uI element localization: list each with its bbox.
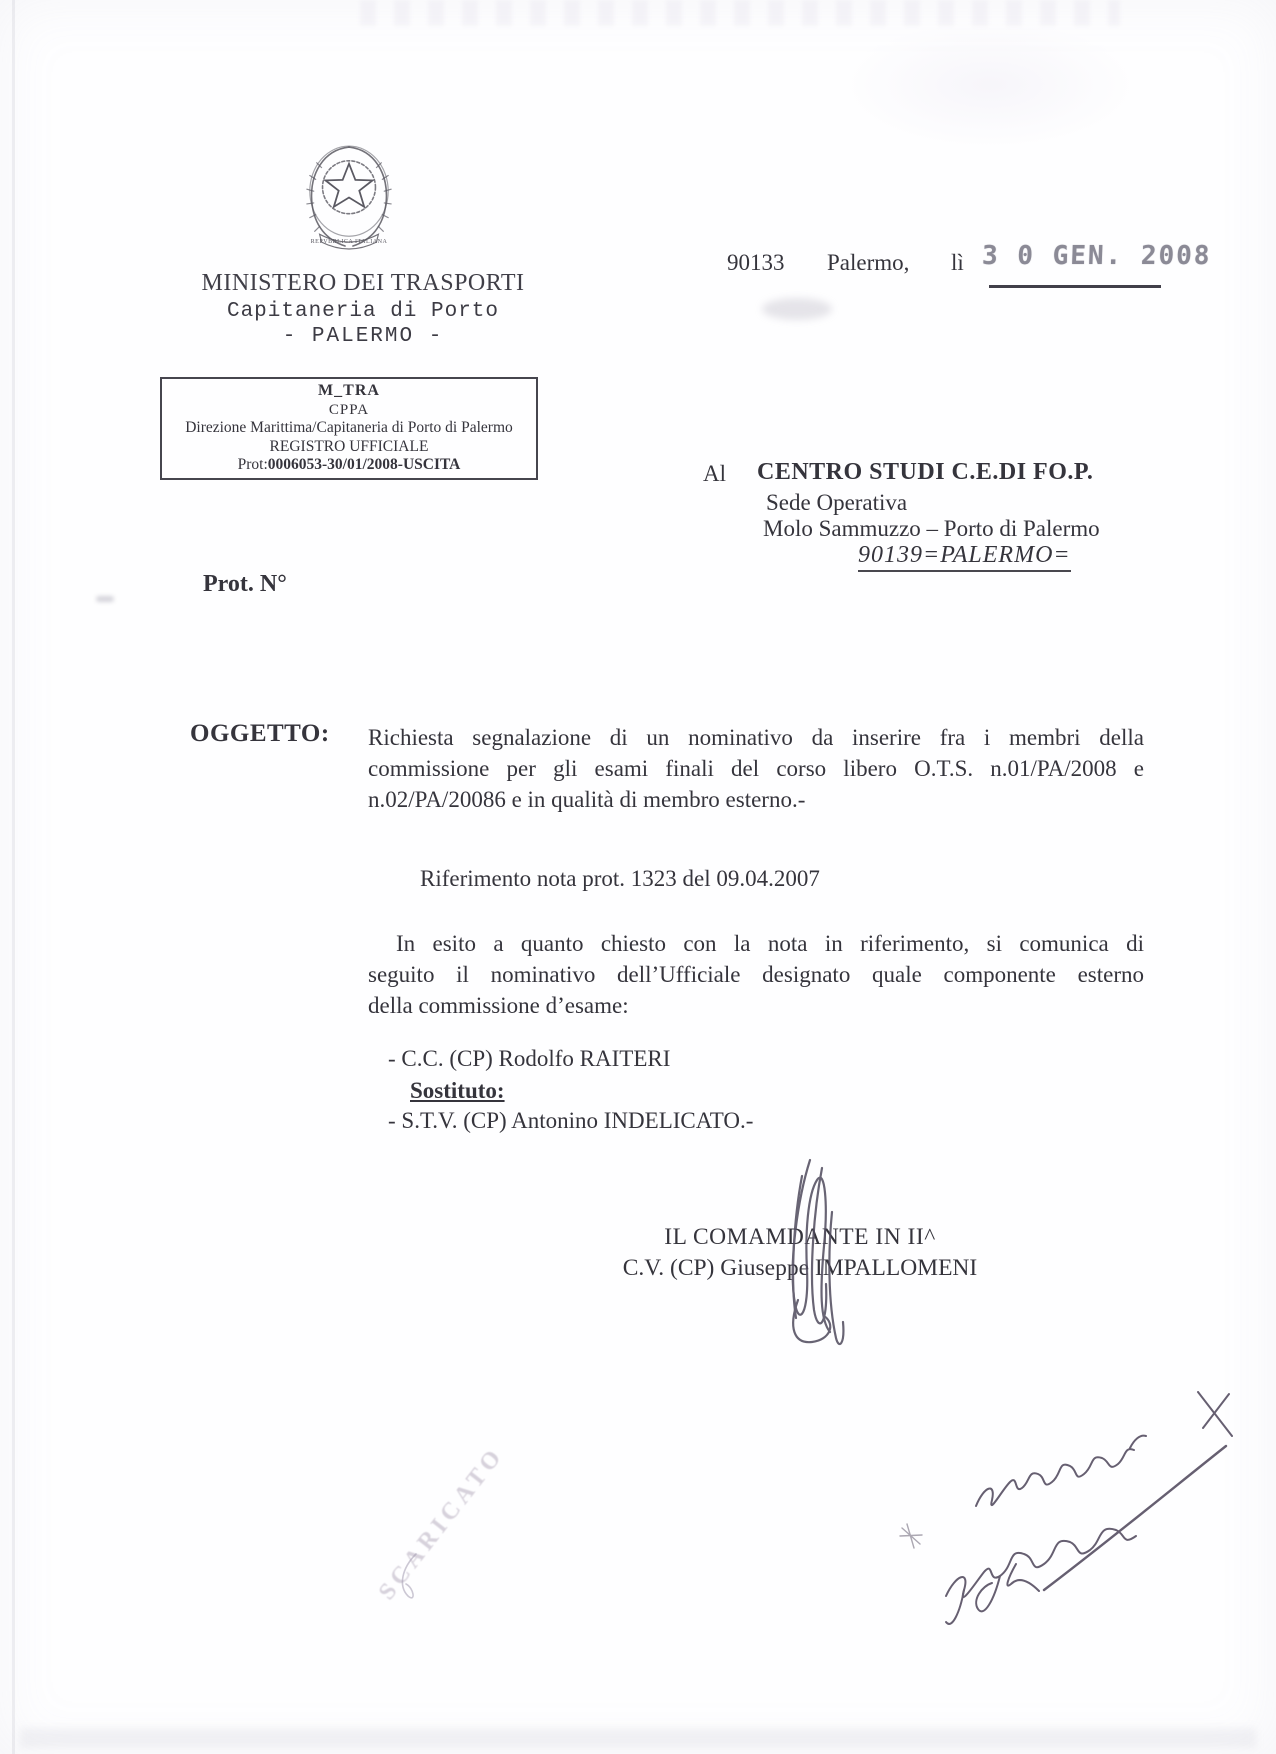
italy-republic-emblem-icon [300,140,398,258]
postal-code: 90133 [727,250,785,275]
scan-smudge-bottom [20,1728,1256,1748]
registry-protocol-label: Prot: [237,456,268,474]
protocol-number-label: Prot. N° [203,571,287,597]
subject-line: Richiesta segnalazione di un nominativo da inserire fra i membri della [368,725,1144,750]
scan-noise-corner [840,20,1140,150]
date-particle: lì [951,250,964,275]
date-underline [989,285,1161,288]
emblem-banner-text: REPVBBLICA ITALIANA [310,239,388,246]
department-name: Capitaneria di Porto [226,300,500,323]
substitute-label: Sostituto: [410,1078,505,1103]
date-stamp: 3 0 GEN. 2008 [981,241,1213,271]
recipient-name: CENTRO STUDI C.E.DI FO.P. [757,459,1094,485]
date-city: Palermo, [827,250,910,275]
body-line: della commissione d’esame: [368,993,629,1018]
recipient-line3: Molo Sammuzzo – Porto di Palermo [763,516,1100,541]
body-line: seguito il nominativo dell’Ufficiale designato quale componente esterno [368,962,1144,987]
subject-line: commissione per gli esami finali del corso libero O.T.S. n.01/PA/2008 e [368,756,1144,781]
subject-label: OGGETTO: [190,720,330,747]
reference-line: Riferimento nota prot. 1323 del 09.04.2007 [420,866,820,891]
stamp-ink-tail [392,1548,426,1606]
recipient-to-particle: Al [703,461,726,486]
registry-register-name: REGISTRO UFFICIALE [269,437,429,455]
registry-code: M_TRA [318,382,380,400]
pen-signature [762,1152,872,1352]
nominee-primary: - C.C. (CP) Rodolfo RAITERI [388,1046,671,1071]
letterhead-city: - PALERMO - [282,325,444,348]
scan-edge-line [12,0,15,1754]
registry-protocol-value: 0006053-30/01/2008-USCITA [267,456,461,474]
registry-stamp-box [160,377,538,480]
ministry-name: MINISTERO DEI TRASPORTI [201,270,525,296]
body-line: In esito a quanto chiesto con la nota in riferimento, si comunica di [396,931,1144,956]
registry-office-name: Direzione Marittima/Capitaneria di Porto di Palermo [185,419,513,437]
scan-pencil-mark [96,596,114,602]
signer-name: C.V. (CP) Giuseppe IMPALLOMENI [622,1255,978,1281]
signer-title: IL COMAMDANTE IN II^ [664,1224,936,1250]
registry-office-code: CPPA [328,401,370,418]
letterhead [168,270,558,348]
nominee-substitute: - S.T.V. (CP) Antonino INDELICATO.- [388,1108,754,1133]
recipient-line2: Sede Operativa [766,490,908,515]
registry-protocol-line [162,456,536,475]
subject-line: n.02/PA/20086 e in qualità di membro esterno.- [368,787,806,812]
recipient-city-line: 90139=PALERMO= [858,542,1071,572]
scan-smudge [762,298,832,320]
handwritten-note [880,1378,1260,1678]
scaricato-stamp: SCARICATO [373,1441,510,1606]
